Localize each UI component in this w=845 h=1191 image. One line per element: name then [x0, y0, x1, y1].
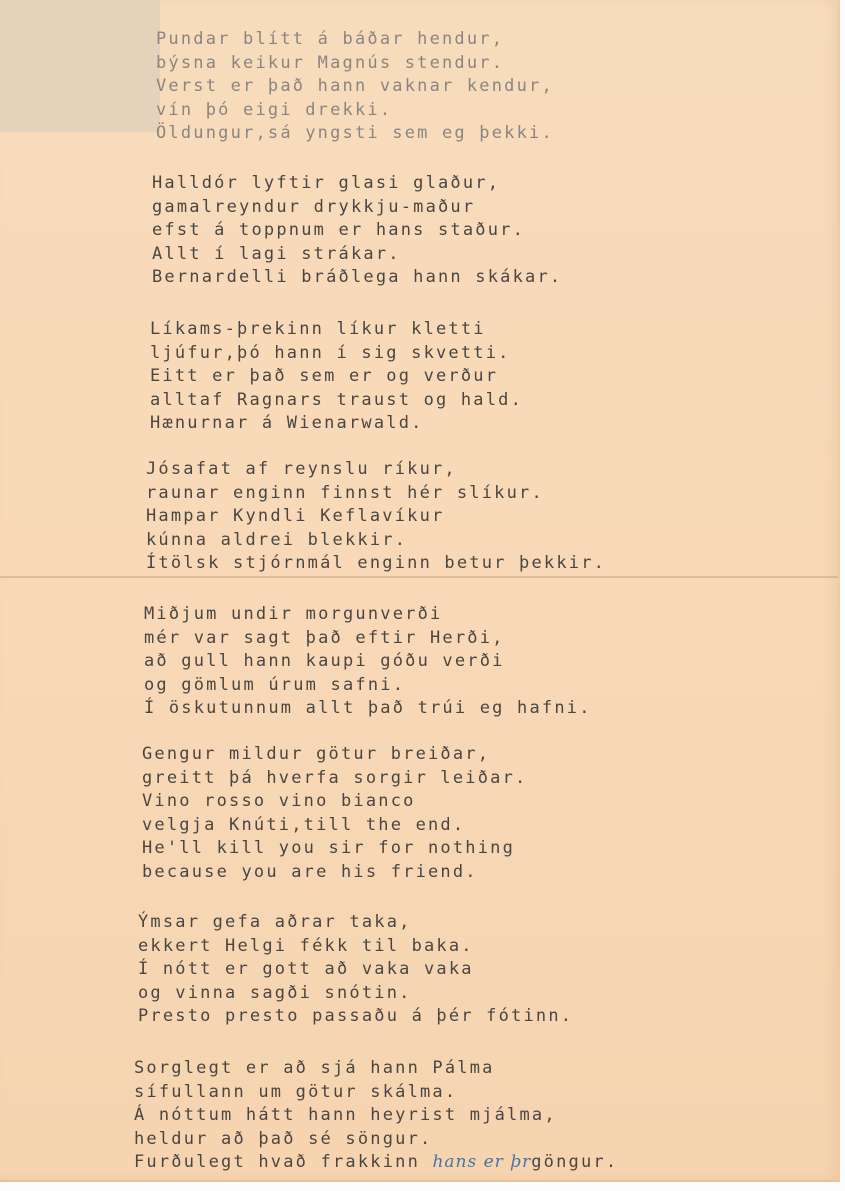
poem-line: Verst er það hann vaknar kendur, — [156, 76, 554, 97]
poem-line: vín þó eigi drekki. — [156, 99, 393, 120]
poem-line: greitt þá hverfa sorgir leiðar. — [142, 767, 528, 788]
poem-line: Hænurnar á Wienarwald. — [150, 413, 424, 434]
poem-line: Ýmsar gefa aðrar taka, — [138, 912, 412, 932]
poem-line: kúnna aldrei blekkir. — [146, 529, 408, 550]
poem-line: Pundar blítt á báðar hendur, — [156, 29, 505, 49]
poem-line: Ítölsk stjórnmál enginn betur þekkir. — [146, 553, 607, 574]
poem-line: Á nóttum hátt hann heyrist mjálma, — [134, 1105, 557, 1126]
poem-line: ljúfur,þó hann í sig skvetti. — [150, 342, 511, 363]
poem-line: Hampar Kyndli Keflavíkur — [146, 506, 445, 527]
poem-line: gamalreyndur drykkju-maður — [152, 196, 476, 217]
poem-line: Allt í lagi strákar. — [152, 243, 401, 264]
stanza-5 — [144, 603, 592, 721]
poem-line: Eitt er það sem er og verður — [150, 366, 499, 387]
stanza-4 — [146, 458, 606, 576]
poem-line: because you are his friend. — [142, 861, 478, 882]
stanza-7 — [138, 911, 573, 1029]
poem-line-final — [134, 1151, 618, 1175]
poem-line: mér var sagt það eftir Herði, — [144, 627, 505, 648]
poem-line: Bernardelli bráðlega hann skákar. — [152, 267, 563, 288]
poem-line: Miðjum undir morgunverði — [144, 604, 443, 624]
poem-line: raunar enginn finnst hér slíkur. — [146, 482, 544, 503]
poem-line-tail: göngur. — [531, 1152, 619, 1173]
poem-line: Gengur mildur götur breiðar, — [142, 744, 491, 764]
handwritten-annotation: hans er þr — [432, 1152, 532, 1173]
stanza-8 — [134, 1057, 618, 1175]
paper-fold-crease — [0, 576, 838, 578]
poem-line: Vino rosso vino bianco — [142, 791, 416, 812]
poem-line: efst á toppnum er hans staður. — [152, 220, 526, 241]
poem-line: Líkams-þrekinn líkur kletti — [150, 319, 486, 339]
tape-residue — [0, 0, 160, 132]
poem-line: Sorglegt er að sjá hann Pálma — [134, 1058, 495, 1078]
poem-line: og gömlum úrum safni. — [144, 674, 406, 695]
stanza-3 — [150, 318, 523, 436]
poem-line: alltaf Ragnars traust og hald. — [150, 389, 524, 410]
poem-line: Í öskutunnum allt það trúi eg hafni. — [144, 698, 592, 719]
stanza-2 — [152, 172, 562, 290]
poem-line: velgja Knúti,till the end. — [142, 814, 466, 835]
poem-line: sífullann um götur skálma. — [134, 1081, 458, 1102]
poem-line: He'll kill you sir for nothing — [142, 838, 516, 859]
stanza-6 — [142, 743, 527, 885]
poem-line: Halldór lyftir glasi glaður, — [152, 173, 501, 193]
poem-line: ekkert Helgi fékk til baka. — [138, 935, 474, 956]
poem-line: býsna keikur Magnús stendur. — [156, 52, 505, 73]
poem-line: að gull hann kaupi góðu verði — [144, 651, 505, 672]
poem-line: Jósafat af reynslu ríkur, — [146, 459, 457, 479]
poem-line: heldur að það sé söngur. — [134, 1128, 433, 1149]
stanza-1 — [156, 28, 554, 146]
poem-line: Presto presto passaðu á þér fótinn. — [138, 1006, 574, 1027]
poem-line: og vinna sagði snótin. — [138, 982, 412, 1003]
poem-line: Öldungur,sá yngsti sem eg þekki. — [156, 123, 554, 144]
poem-line-start: Furðulegt hvað frakkinn — [134, 1152, 421, 1173]
poem-line: Í nótt er gott að vaka vaka — [138, 959, 474, 980]
